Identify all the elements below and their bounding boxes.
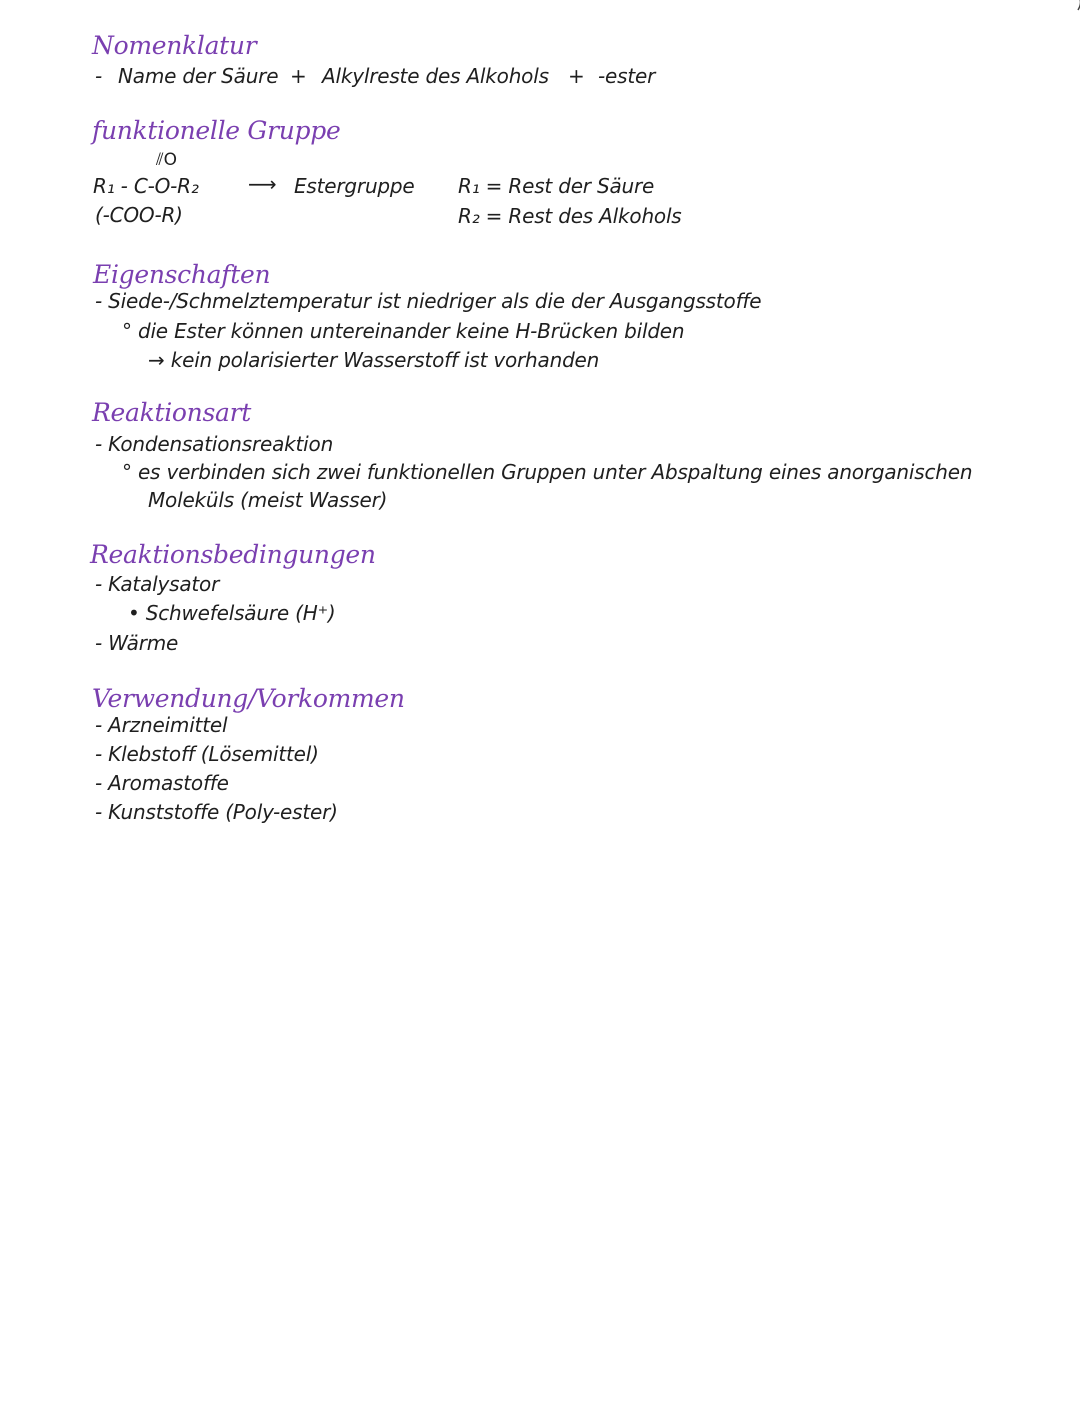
verwendung-item-2: - Klebstoff (Lösemittel) <box>95 742 319 766</box>
nomenklatur-ester-suffix: -ester <box>598 64 656 88</box>
pen-mark-icon <box>1072 0 1080 14</box>
reaktionsart-item-1: - Kondensationsreaktion <box>95 432 334 456</box>
heading-eigenschaften: Eigenschaften <box>93 260 271 289</box>
heading-verwendung: Verwendung/Vorkommen <box>92 684 405 713</box>
eigenschaften-sub-2: → kein polarisierter Wasserstoff ist vorhanden <box>148 348 600 372</box>
ester-formula: R₁ - C-O-R₂ <box>93 174 199 198</box>
reaktionsbedingungen-sub-1: • Schwefelsäure (H⁺) <box>128 601 336 625</box>
carbonyl-oxygen-mark: ⫽O <box>156 150 177 170</box>
reaktionsart-sub-1b: Moleküls (meist Wasser) <box>148 488 388 512</box>
r1-definition: R₁ = Rest der Säure <box>458 174 655 198</box>
eigenschaften-sub-1: ° die Ester können untereinander keine H-Brücken bilden <box>122 319 685 343</box>
nomenklatur-plus-1: + <box>290 64 307 88</box>
r2-definition: R₂ = Rest des Alkohols <box>458 204 682 228</box>
nomenklatur-plus-2: + <box>568 64 585 88</box>
verwendung-item-3: - Aromastoffe <box>95 771 229 795</box>
nomenklatur-dash: - <box>95 64 103 88</box>
verwendung-item-4: - Kunststoffe (Poly-ester) <box>95 800 338 824</box>
ester-group-name: Estergruppe <box>294 174 415 198</box>
nomenklatur-acid-name: Name der Säure <box>118 64 279 88</box>
heading-nomenklatur: Nomenklatur <box>92 31 257 60</box>
heading-reaktionsbedingungen: Reaktionsbedingungen <box>90 540 376 569</box>
reaktionsbedingungen-item-1: - Katalysator <box>95 572 220 596</box>
ester-formula-short: (-COO-R) <box>95 203 183 227</box>
eigenschaften-item-1: - Siede-/Schmelztemperatur ist niedriger als die der Ausgangsstoffe <box>95 289 762 313</box>
nomenklatur-alkyl: Alkylreste des Alkohols <box>322 64 549 88</box>
formula-arrow: ⟶ <box>248 172 277 196</box>
verwendung-item-1: - Arzneimittel <box>95 713 228 737</box>
reaktionsbedingungen-item-2: - Wärme <box>95 631 179 655</box>
heading-reaktionsart: Reaktionsart <box>92 398 251 427</box>
heading-funktionelle-gruppe: funktionelle Gruppe <box>92 116 341 145</box>
reaktionsart-sub-1a: ° es verbinden sich zwei funktionellen Gruppen unter Abspaltung eines anorganischen <box>122 460 973 484</box>
